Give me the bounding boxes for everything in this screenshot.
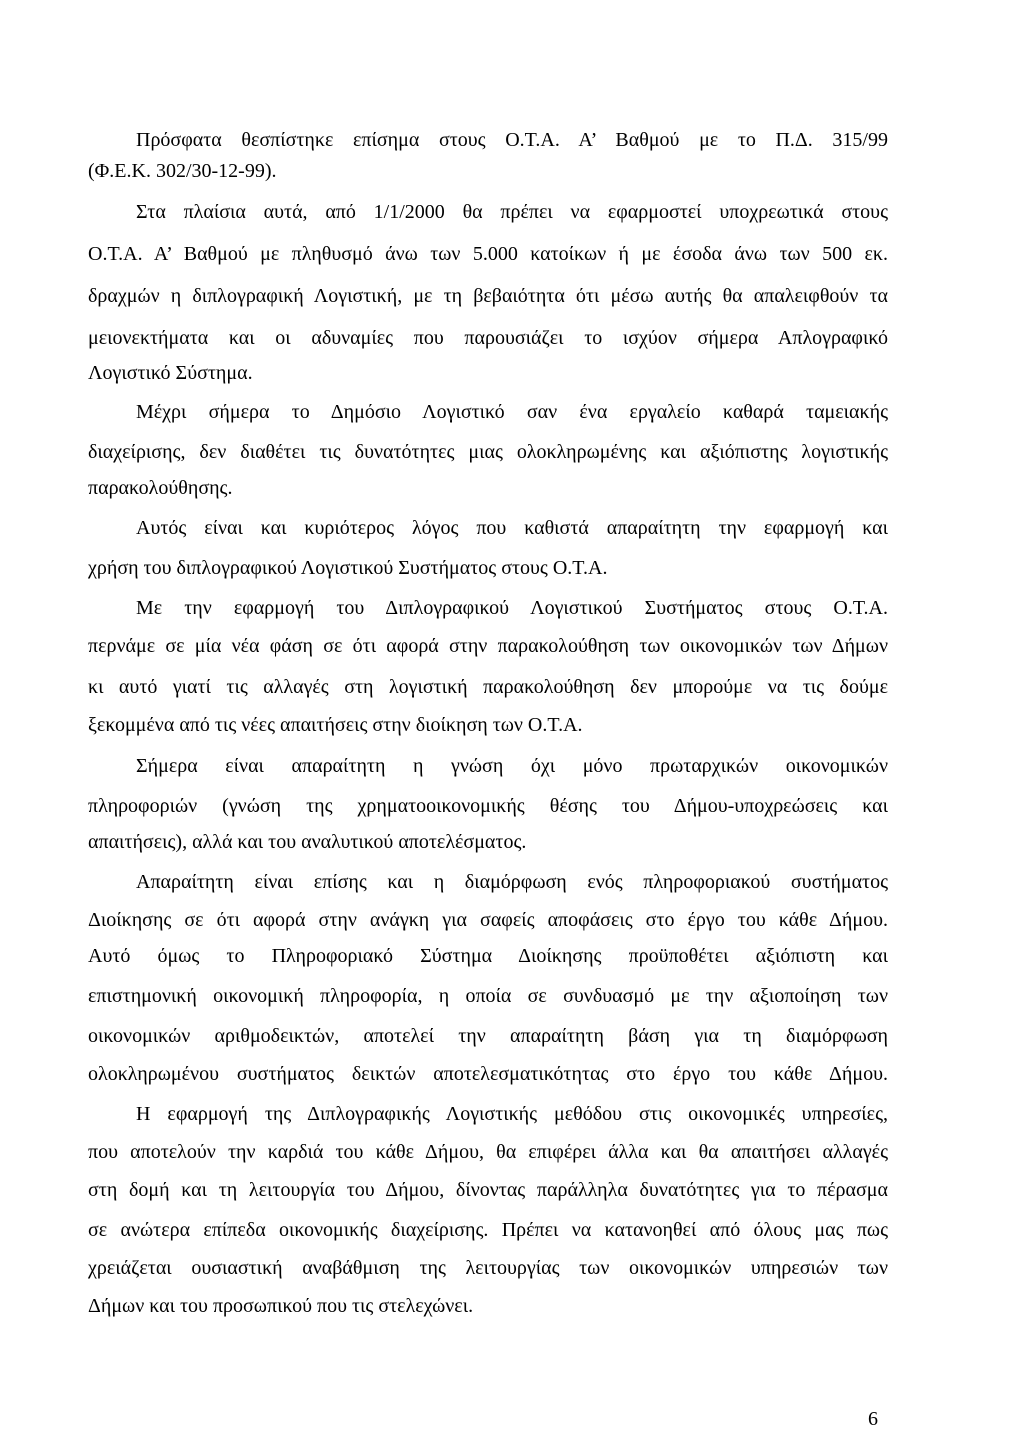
text-line: διαχείρισης, δεν διαθέτει τις δυνατότητες μιας ολοκληρωμένης και αξιόπιστης λογιστικής [88, 441, 888, 463]
text-line: παρακολούθησης. [88, 477, 233, 499]
text-line: περνάμε σε μία νέα φάση σε ότι αφορά στην παρακολούθηση των οικονομικών των Δήμων [88, 635, 888, 657]
text-line: κι αυτό γιατί τις αλλαγές στη λογιστική παρακολούθηση δεν μπορούμε να τις δούμε [88, 676, 888, 698]
text-line: απαιτήσεις), αλλά και του αναλυτικού αποτελέσματος. [88, 831, 527, 853]
text-line: Ο.Τ.Α. Α’ Βαθμού με πληθυσμό άνω των 5.000 κατοίκων ή με έσοδα άνω των 500 εκ. [88, 243, 888, 265]
text-line: Δήμων και του προσωπικού που τις στελεχώνει. [88, 1295, 474, 1317]
text-line: χρήση του διπλογραφικού Λογιστικού Συστήματος στους Ο.Τ.Α. [88, 557, 608, 579]
text-line: Πρόσφατα θεσπίστηκε επίσημα στους Ο.Τ.Α. Α’ Βαθμού με το Π.Δ. 315/99 [136, 129, 888, 151]
text-line: μειονεκτήματα και οι αδυναμίες που παρουσιάζει το ισχύον σήμερα Απλογραφικό [88, 327, 888, 349]
text-line: Η εφαρμογή της Διπλογραφικής Λογιστικής μεθόδου στις οικονομικές υπηρεσίες, [136, 1103, 888, 1125]
text-line: Αυτό όμως το Πληροφοριακό Σύστημα Διοίκησης προϋποθέτει αξιόπιστη και [88, 945, 888, 967]
text-line: σε ανώτερα επίπεδα οικονομικής διαχείρισης. Πρέπει να κατανοηθεί από όλους μας πως [88, 1219, 888, 1241]
text-line: που αποτελούν την καρδιά του κάθε Δήμου, θα επιφέρει άλλα και θα απαιτήσει αλλαγές [88, 1141, 888, 1163]
text-line: δραχμών η διπλογραφική Λογιστική, με τη βεβαιότητα ότι μέσω αυτής θα απαλειφθούν τα [88, 285, 888, 307]
text-line: Με την εφαρμογή του Διπλογραφικού Λογιστικού Συστήματος στους Ο.Τ.Α. [136, 597, 888, 619]
text-line: Στα πλαίσια αυτά, από 1/1/2000 θα πρέπει να εφαρμοστεί υποχρεωτικά στους [136, 201, 888, 223]
text-line: επιστημονική οικονομική πληροφορία, η οποία σε συνδυασμό με την αξιοποίηση των [88, 985, 888, 1007]
text-line: Σήμερα είναι απαραίτητη η γνώση όχι μόνο πρωταρχικών οικονομικών [136, 755, 888, 777]
text-line: Απαραίτητη είναι επίσης και η διαμόρφωση ενός πληροφοριακού συστήματος [136, 871, 888, 893]
text-line: Λογιστικό Σύστημα. [88, 362, 253, 384]
text-line: (Φ.Ε.Κ. 302/30-12-99). [88, 160, 277, 182]
text-line: χρειάζεται ουσιαστική αναβάθμιση της λειτουργίας των οικονομικών υπηρεσιών των [88, 1257, 888, 1279]
page-number: 6 [868, 1408, 878, 1430]
text-line: ξεκομμένα από τις νέες απαιτήσεις στην διοίκηση των Ο.Τ.Α. [88, 714, 583, 736]
text-line: ολοκληρωμένου συστήματος δεικτών αποτελεσματικότητας στο έργο του κάθε Δήμου. [88, 1063, 888, 1085]
text-line: πληροφοριών (γνώση της χρηματοοικονομικής θέσης του Δήμου-υποχρεώσεις και [88, 795, 888, 817]
text-line: Διοίκησης σε ότι αφορά στην ανάγκη για σαφείς αποφάσεις στο έργο του κάθε Δήμου. [88, 909, 888, 931]
text-line: Αυτός είναι και κυριότερος λόγος που καθιστά απαραίτητη την εφαρμογή και [136, 517, 888, 539]
text-line: Μέχρι σήμερα το Δημόσιο Λογιστικό σαν ένα εργαλείο καθαρά ταμειακής [136, 401, 888, 423]
text-line: στη δομή και τη λειτουργία του Δήμου, δίνοντας παράλληλα δυνατότητες για το πέρασμα [88, 1179, 888, 1201]
text-line: οικονομικών αριθμοδεικτών, αποτελεί την απαραίτητη βάση για τη διαμόρφωση [88, 1025, 888, 1047]
